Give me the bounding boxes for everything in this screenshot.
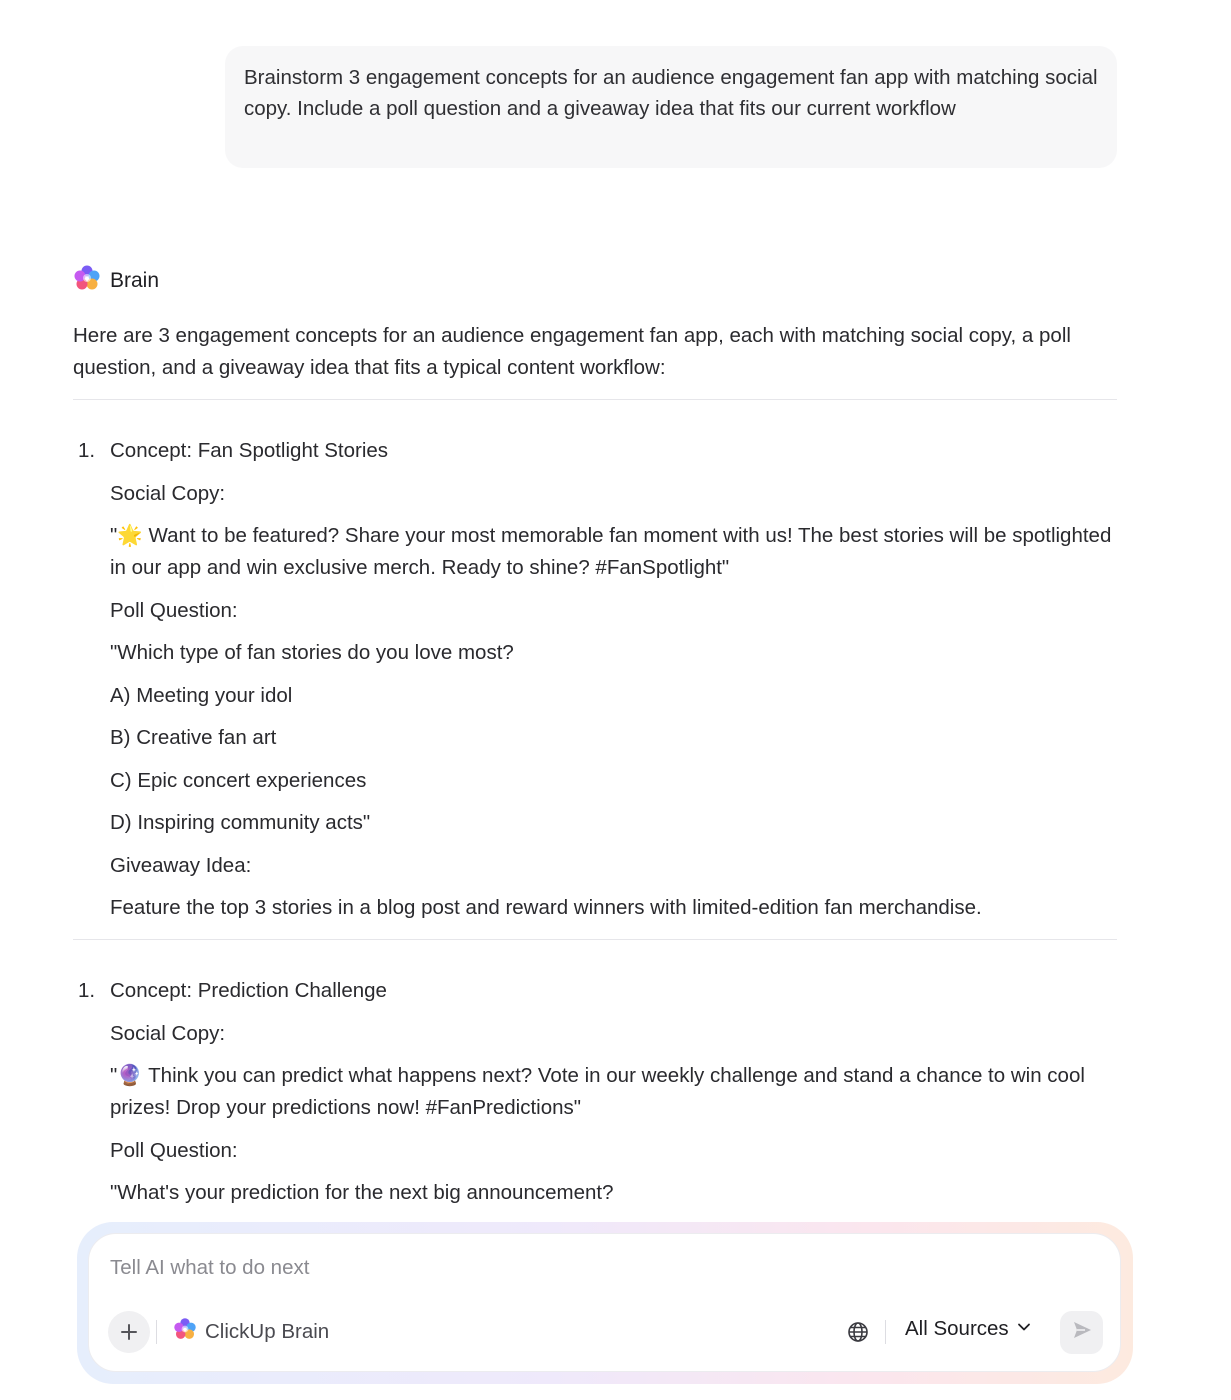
prompt-input[interactable]: Tell AI what to do next bbox=[110, 1256, 310, 1279]
social-copy-label: Social Copy: bbox=[110, 1021, 226, 1045]
web-search-button[interactable] bbox=[846, 1320, 870, 1344]
user-message-text: Brainstorm 3 engagement concepts for an audience engagement fan app with matching social copy. Include a poll question and a giveaway idea that fits our current workflow bbox=[244, 66, 1098, 120]
globe-icon bbox=[846, 1331, 870, 1348]
poll-question-label: Poll Question: bbox=[110, 1138, 238, 1162]
send-icon bbox=[1071, 1319, 1093, 1346]
sources-dropdown[interactable] bbox=[905, 1317, 1031, 1341]
social-copy-text: Want to be featured? Share your most memorable fan moment with us! The best stories will be spotlighted in our app and win exclusive merch. Ready to shine? #FanSpotlight" bbox=[110, 524, 1112, 579]
poll-option: B) Creative fan art bbox=[110, 726, 277, 749]
section-divider bbox=[73, 399, 1117, 400]
poll-option: D) Inspiring community acts" bbox=[110, 811, 371, 834]
poll-option: C) Epic concert experiences bbox=[110, 768, 367, 792]
star-emoji-icon: 🌟 bbox=[117, 524, 143, 547]
giveaway-label: Giveaway Idea: bbox=[110, 853, 252, 877]
brain-logo-icon bbox=[173, 1317, 197, 1346]
model-label: ClickUp Brain bbox=[205, 1319, 330, 1343]
social-copy-text: Think you can predict what happens next? Vote in our weekly challenge and stand a chance to win cool prizes! Drop your predictions now! #FanPredictions" bbox=[110, 1064, 1085, 1119]
assistant-name: Brain bbox=[110, 268, 160, 292]
crystal-ball-emoji-icon: 🔮 bbox=[117, 1064, 143, 1087]
toolbar-divider bbox=[885, 1320, 886, 1344]
concept-title: Concept: Prediction Challenge bbox=[110, 979, 387, 1002]
poll-question: "What's your prediction for the next big announcement? bbox=[110, 1181, 614, 1204]
assistant-header bbox=[73, 264, 159, 297]
assistant-intro: Here are 3 engagement concepts for an audience engagement fan app, each with matching social copy, a poll question, and a giveaway idea that fits a typical content workflow: bbox=[73, 324, 1071, 379]
composer[interactable] bbox=[88, 1233, 1121, 1372]
social-copy: "🌟 Want to be featured? Share your most memorable fan moment with us! The best stories will be spotlighted in our app and win exclusive merch. Ready to shine? #FanSpotlight" bbox=[110, 524, 1112, 579]
add-attachment-button[interactable] bbox=[108, 1311, 150, 1353]
user-message-bubble bbox=[225, 46, 1117, 168]
poll-question-label: Poll Question: bbox=[110, 598, 238, 622]
list-number: 1. bbox=[78, 439, 96, 462]
sources-label: All Sources bbox=[905, 1317, 1009, 1340]
social-copy-label: Social Copy: bbox=[110, 481, 226, 505]
toolbar-divider bbox=[156, 1320, 157, 1344]
send-button[interactable] bbox=[1060, 1311, 1103, 1354]
brain-logo-icon bbox=[73, 264, 101, 297]
poll-option: A) Meeting your idol bbox=[110, 683, 293, 707]
plus-icon bbox=[120, 1319, 138, 1345]
concept-body bbox=[110, 435, 1120, 935]
social-copy: "🔮 Think you can predict what happens next? Vote in our weekly challenge and stand a chance to win cool prizes! Drop your predictions now! #FanPredictions" bbox=[110, 1064, 1085, 1119]
section-divider bbox=[73, 939, 1117, 940]
chevron-down-icon bbox=[1017, 1320, 1031, 1339]
model-selector-button[interactable] bbox=[173, 1317, 329, 1346]
list-number: 1. bbox=[78, 979, 96, 1002]
poll-question: "Which type of fan stories do you love most? bbox=[110, 641, 514, 664]
concept-body bbox=[110, 975, 1120, 1220]
concept-title: Concept: Fan Spotlight Stories bbox=[110, 439, 389, 462]
giveaway-text: Feature the top 3 stories in a blog post and reward winners with limited-edition fan merchandise. bbox=[110, 896, 982, 919]
